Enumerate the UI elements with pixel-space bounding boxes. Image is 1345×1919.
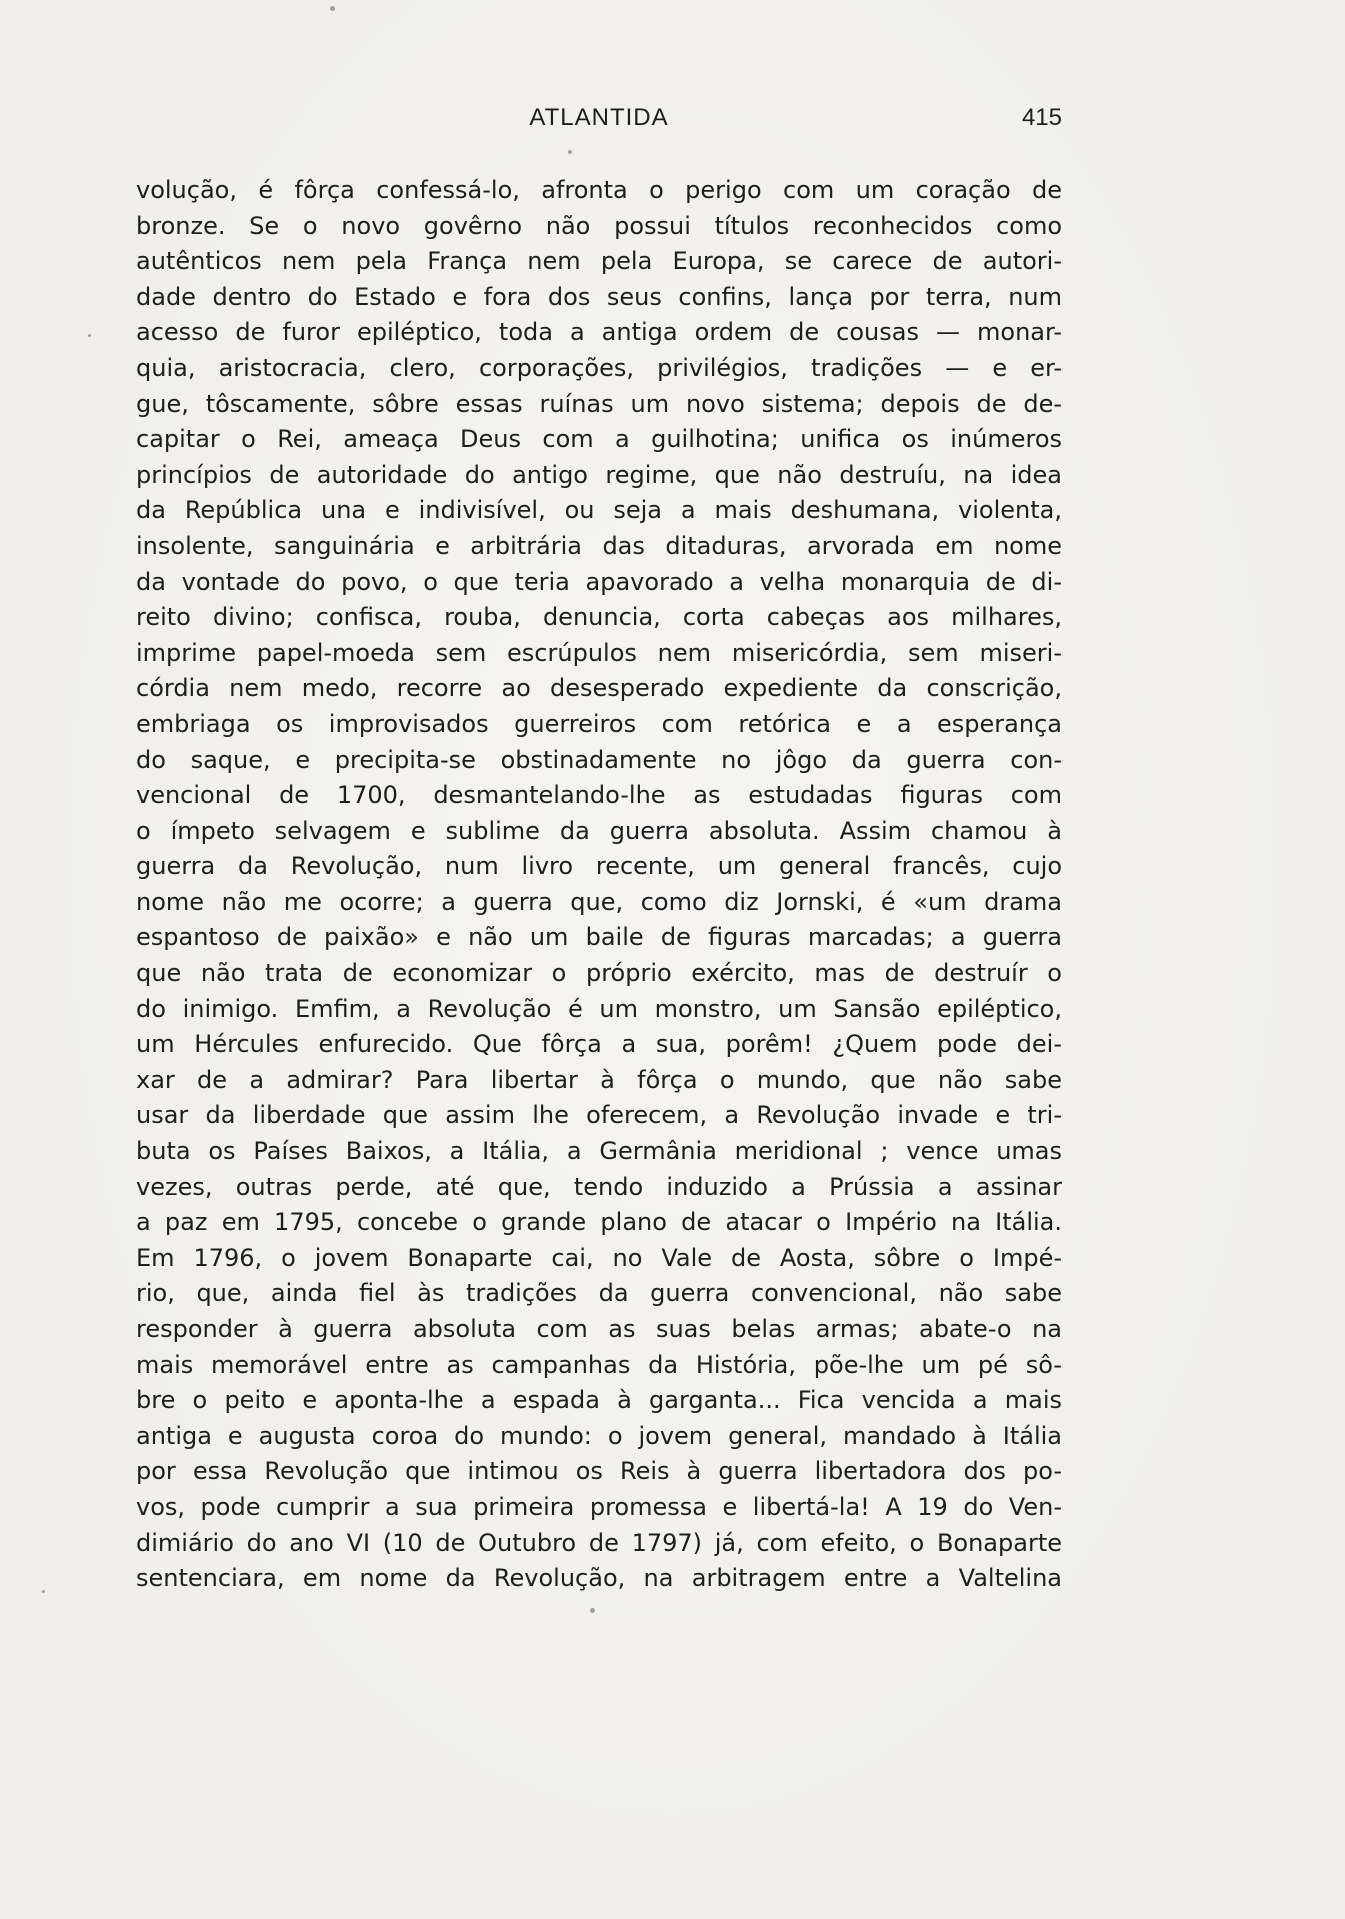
text-line: imprime papel-moeda sem escrúpulos nem misericórdia, sem miseri- [136, 638, 1062, 667]
running-head [136, 104, 1062, 140]
paper-speck [42, 1590, 45, 1593]
text-line: capitar o Rei, ameaça Deus com a guilhotina; unifica os inúmeros [136, 425, 1062, 454]
text-line: que não trata de economizar o próprio exército, mas de destruír o [136, 959, 1062, 988]
text-line: vencional de 1700, desmantelando-lhe as estudadas figuras com [136, 781, 1062, 810]
text-line: bre o peito e aponta-lhe a espada à garganta... Fica vencida a mais [136, 1386, 1062, 1415]
text-line: dade dentro do Estado e fora dos seus confins, lança por terra, num [136, 282, 1062, 311]
text-line: espantoso de paixão» e não um baile de figuras marcadas; a guerra [136, 923, 1062, 952]
text-line: gue, tôscamente, sôbre essas ruínas um novo sistema; depois de de- [136, 389, 1062, 418]
body-text [136, 173, 1062, 1597]
text-line: bronze. Se o novo govêrno não possui títulos reconhecidos como [136, 211, 1062, 240]
text-line: do inimigo. Emfim, a Revolução é um monstro, um Sansão epiléptico, [136, 994, 1062, 1023]
text-line: mais memorável entre as campanhas da História, põe-lhe um pé sô- [136, 1350, 1062, 1379]
text-line: dimiário do ano VI (10 de Outubro de 1797) já, com efeito, o Bonaparte [136, 1528, 1062, 1557]
text-line: sentenciara, em nome da Revolução, na arbitragem entre a Valtelina [136, 1564, 1062, 1593]
text-line: guerra da Revolução, num livro recente, um general francês, cujo [136, 852, 1062, 881]
text-line: princípios de autoridade do antigo regime, que não destruíu, na idea [136, 460, 1062, 489]
text-line: embriaga os improvisados guerreiros com retórica e a esperança [136, 709, 1062, 738]
text-line: volução, é fôrça confessá-lo, afronta o perigo com um coração de [136, 176, 1062, 204]
text-line: por essa Revolução que intimou os Reis à guerra libertadora dos po- [136, 1457, 1062, 1486]
text-line: córdia nem medo, recorre ao desesperado expediente da conscrição, [136, 674, 1062, 703]
text-line: responder à guerra absoluta com as suas belas armas; abate-o na [136, 1315, 1062, 1343]
text-line: Em 1796, o jovem Bonaparte cai, no Vale de Aosta, sôbre o Impé- [136, 1243, 1062, 1272]
text-line: o ímpeto selvagem e sublime da guerra absoluta. Assim chamou à [136, 816, 1062, 845]
text-line: usar da liberdade que assim lhe oferecem, a Revolução invade e tri- [136, 1101, 1062, 1130]
text-line: do saque, e precipita-se obstinadamente no jôgo da guerra con- [136, 745, 1062, 774]
text-line: vos, pode cumprir a sua primeira promessa e libertá-la! A 19 do Ven- [136, 1492, 1062, 1521]
text-line: a paz em 1795, concebe o grande plano de atacar o Império na Itália. [136, 1208, 1062, 1237]
text-line: acesso de furor epiléptico, toda a antiga ordem de cousas — monar- [136, 318, 1062, 347]
paper-speck [330, 6, 335, 11]
page-number: 415 [1021, 104, 1062, 131]
text-line: nome não me ocorre; a guerra que, como diz Jornski, é «um drama [136, 887, 1062, 916]
text-line: autênticos nem pela França nem pela Europa, se carece de autori- [136, 247, 1062, 276]
text-line: da vontade do povo, o que teria apavorado a velha monarquia de di- [136, 567, 1062, 596]
paper-speck [568, 150, 572, 154]
paper-speck [88, 334, 91, 337]
text-line: vezes, outras perde, até que, tendo induzido a Prússia a assinar [136, 1172, 1062, 1201]
text-line: rio, que, ainda fiel às tradições da guerra convencional, não sabe [136, 1279, 1062, 1308]
text-line: antiga e augusta coroa do mundo: o jovem general, mandado à Itália [136, 1421, 1062, 1450]
paper-speck [590, 1608, 595, 1613]
text-line: xar de a admirar? Para libertar à fôrça o mundo, que não sabe [136, 1065, 1062, 1094]
text-line: quia, aristocracia, clero, corporações, privilégios, tradições — e er- [136, 353, 1062, 382]
text-line: um Hércules enfurecido. Que fôrça a sua, porêm! ¿Quem pode dei- [136, 1030, 1062, 1059]
text-line: da República una e indivisível, ou seja a mais deshumana, violenta, [136, 496, 1062, 525]
text-line: reito divino; confisca, rouba, denuncia, corta cabeças aos milhares, [136, 603, 1062, 632]
text-line: insolente, sanguinária e arbitrária das ditaduras, arvorada em nome [136, 531, 1062, 560]
text-line: buta os Países Baixos, a Itália, a Germânia meridional ; vence umas [136, 1137, 1062, 1166]
running-title: ATLANTIDA [529, 104, 669, 131]
